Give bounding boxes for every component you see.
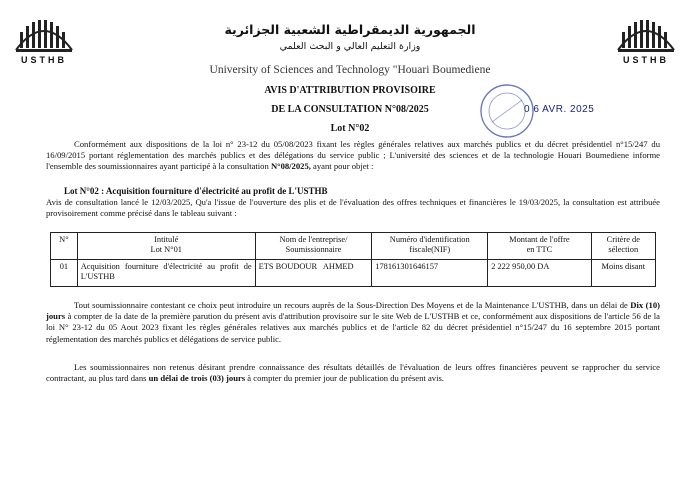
attribution-table (50, 232, 656, 287)
table-row (51, 260, 656, 287)
paragraph-legal-basis (46, 139, 660, 173)
header-label: Montant de l'offre (509, 235, 570, 244)
header-label: Numéro d'identification (389, 235, 470, 244)
paragraph-text: Tout soumissionnaire contestant ce choix peut introduire un recours auprès de la Sous-Direction Des Moyens et de la Maintenance L'USTHB, dans un délai de (74, 300, 631, 310)
cell-entreprise: ETS BOUDOUR AHMED (255, 260, 372, 287)
paragraph-appeal (46, 300, 660, 345)
header-label: Nom de l'entreprise/ (279, 235, 348, 244)
logo-text: USTHB (21, 55, 67, 65)
header-arabic-ministry: وزارة التعليم العالي و البحث العلمي (279, 41, 421, 52)
paragraph-text: Conformément aux dispositions de la loi n° 23-12 du 05/08/2023 fixant les règles générales relatives aux marchés publics et du décret présidentiel n°15/247 du 16/09/2015 portant réglementation des marchés publics et des délégations du service public ; L'université des sciences et de la technologie Houari Boumediene informe l'ensemble des soumissionnaires ayant participé à la consultation (46, 139, 660, 172)
header-nif (372, 233, 488, 260)
header-label: fiscale(NIF) (409, 245, 451, 254)
paragraph-text: à compter du premier jour de publication du présent avis. (245, 373, 444, 384)
header-entreprise (255, 233, 372, 260)
header-label: en TTC (526, 245, 553, 254)
cell-montant: 2 222 950,00 DA (488, 260, 591, 287)
header-label: Lot N°01 (150, 245, 182, 254)
cell-critere: Moins disant (591, 260, 655, 287)
header-arabic-republic: الجمهورية الديمقراطية الشعبية الجزائرية (224, 22, 476, 37)
logo-text: USTHB (623, 55, 669, 65)
notice-title: AVIS D'ATTRIBUTION PROVISOIRE (264, 85, 436, 96)
header-no: N° (51, 233, 78, 260)
cell-nif: 178161301646157 (372, 260, 488, 287)
cell-intitule: Acquisition fourniture d'électricité au profit de L'USTHB (77, 260, 255, 287)
lot-number: Lot N°02 (330, 123, 370, 134)
cell-no: 01 (51, 260, 78, 287)
paragraph-consultation-info: Avis de consultation lancé le 12/03/2025, Qu'a l'issue de l'ouverture des plis et de l'évaluation des offres techniques et financières le 19/03/2025, la consultation est attribuée provisoirement comme précisé dans le tableau suivant : (46, 197, 660, 219)
consultation-deadline: un délai de trois (03) jours (148, 373, 246, 384)
lot-heading: Lot N°02 : Acquisition fourniture d'électricité au profit de L'USTHB (64, 186, 328, 196)
usthb-logo-left (12, 10, 76, 66)
paragraph-results-consultation (46, 362, 660, 384)
paragraph-text: ayant pour objet : (310, 161, 374, 172)
header-university-name: University of Sciences and Technology "Houari Boumediene (209, 64, 491, 76)
paragraph-text: à compter de la date de la première parution du présent avis d'attribution provisoire sur le site Web de L'USTHB et ce, conformément aux dispositions de l'article 56 de la loi N° 23-12 du 05 Aout 2023 fixant les règles générales relatives aux marchés publics et de l'article 82 du décret présidentiel n°15/247 du 16 septembre 2015 portant réglementation des marchés publics et délégations de service public. (46, 311, 660, 344)
consultation-reference: N°08/2025, (270, 161, 311, 172)
header-label: sélection (608, 245, 639, 254)
consultation-number: DE LA CONSULTATION N°08/2025 (271, 104, 429, 115)
header-critere (591, 233, 655, 260)
header-label: Intitulé (154, 235, 179, 244)
header-label: Critère de (606, 235, 640, 244)
header-label: Soumissionnaire (285, 245, 342, 254)
header-intitule (77, 233, 255, 260)
table-header-row (51, 233, 656, 260)
date-stamp: 0 6 AVR. 2025 (524, 104, 595, 115)
paragraph-text: Les soumissionnaires non retenus désirant prendre connaissance des résultats détaillés de l'évaluation de leurs offres financières peuvent se rapprocher du service contractant, au plus tard dans (46, 362, 660, 384)
usthb-logo-right (614, 10, 678, 66)
appeal-deadline: Dix (10) jours (46, 300, 660, 322)
header-montant (488, 233, 591, 260)
